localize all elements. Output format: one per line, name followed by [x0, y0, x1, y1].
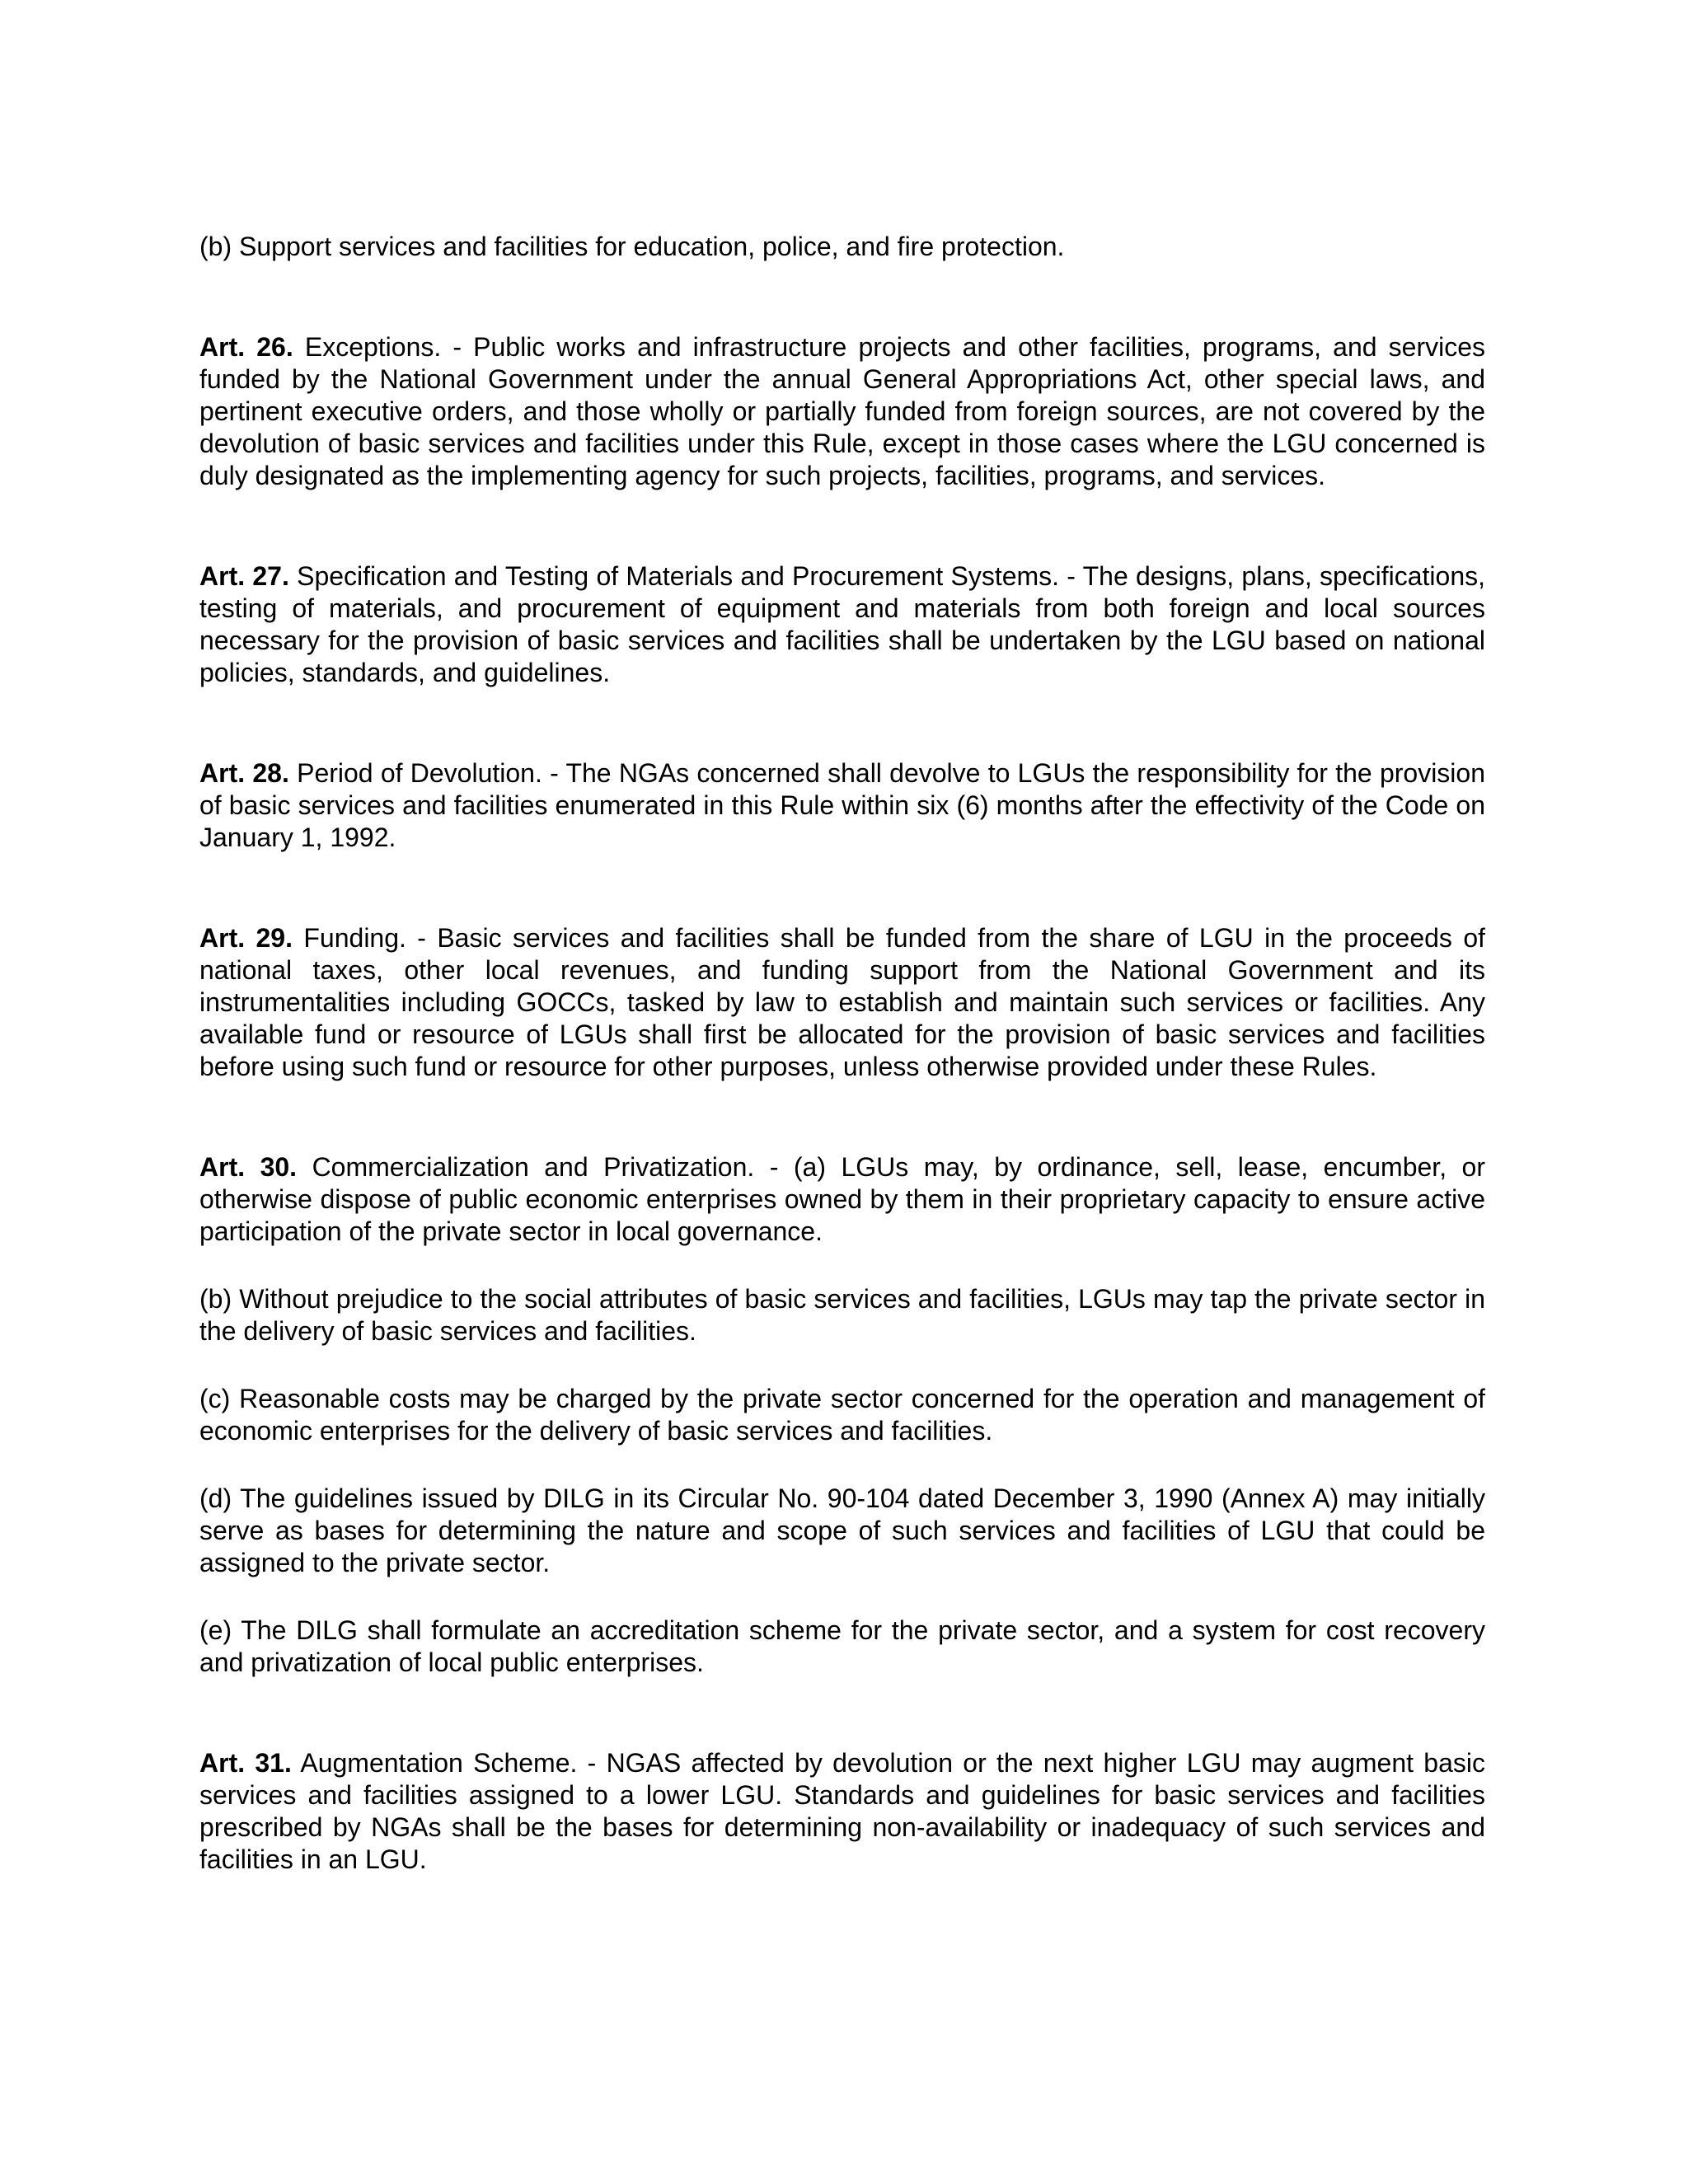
article-27-text: Specification and Testing of Materials and Procurement Systems. - The designs, plans, specifications, testing of materials, and procurement of equipment and materials from both foreign and local sources necessary for the provision of basic services and facilities shall be undertaken by the LGU based on national policies, standards, and guidelines.	[199, 561, 1486, 687]
article-26	[199, 331, 1485, 492]
article-31-text: Augmentation Scheme. - NGAS affected by devolution or the next higher LGU may augment basic services and facilities assigned to a lower LGU. Standards and guidelines for basic services and facilities prescribed by NGAs shall be the bases for determining non-availability or inadequacy of such services and facilities in an LGU.	[199, 1748, 1485, 1874]
article-29-label: Art. 29.	[199, 923, 293, 953]
article-29-text: Funding. - Basic services and facilities shall be funded from the share of LGU in the proceeds of national taxes, other local revenues, and funding support from the National Government and its instrumentalities including GOCCs, tasked by law to establish and maintain such services or facilities. Any available fund or resource of LGUs shall first be allocated for the provision of basic services and facilities before using such fund or resource for other purposes, unless otherwise provided under these Rules.	[199, 923, 1486, 1081]
article-27	[199, 560, 1485, 689]
article-30-clause-c-text: (c) Reasonable costs may be charged by the private sector concerned for the operation and management of economic enterprises for the delivery of basic services and facilities.	[199, 1384, 1485, 1446]
article-28-label: Art. 28.	[199, 758, 289, 788]
article-28-text: Period of Devolution. - The NGAs concerned shall devolve to LGUs the responsibility for the provision of basic services and facilities enumerated in this Rule within six (6) months after the effectivity of the Code on January 1, 1992.	[199, 758, 1486, 852]
article-26-label: Art. 26.	[199, 332, 293, 362]
article-31	[199, 1747, 1485, 1876]
article-30-clause-c	[199, 1383, 1485, 1447]
article-30-clause-d	[199, 1483, 1485, 1579]
intro-paragraph	[199, 231, 1485, 263]
article-30-clause-e-text: (e) The DILG shall formulate an accreditation scheme for the private sector, and a system for cost recovery and privatization of local public enterprises.	[199, 1615, 1485, 1677]
article-30-clause-d-text: (d) The guidelines issued by DILG in its Circular No. 90-104 dated December 3, 1990 (Annex A) may initially serve as bases for determining the nature and scope of such services and facilities of LGU that could be assigned to the private sector.	[199, 1483, 1485, 1577]
article-31-label: Art. 31.	[199, 1748, 292, 1778]
article-30-text: Commercialization and Privatization. - (a) LGUs may, by ordinance, sell, lease, encumber, or otherwise dispose of public economic enterprises owned by them in their proprietary capacity to ensure active participation of the private sector in local governance.	[199, 1152, 1486, 1246]
article-30-clause-b	[199, 1283, 1485, 1347]
article-30-clause-e	[199, 1615, 1485, 1679]
article-28	[199, 757, 1485, 854]
article-30-label: Art. 30.	[199, 1152, 298, 1182]
article-26-text: Exceptions. - Public works and infrastructure projects and other facilities, programs, and services funded by the National Government under the annual General Appropriations Act, other special laws, and pertinent executive orders, and those wholly or partially funded from foreign sources, are not covered by the devolution of basic services and facilities under this Rule, except in those cases where the LGU concerned is duly designated as the implementing agency for such projects, facilities, programs, and services.	[199, 332, 1486, 490]
article-27-label: Art. 27.	[199, 561, 289, 591]
intro-text: (b) Support services and facilities for education, police, and fire protection.	[199, 232, 1065, 261]
article-30-clause-b-text: (b) Without prejudice to the social attributes of basic services and facilities, LGUs may tap the private sector in the delivery of basic services and facilities.	[199, 1284, 1485, 1346]
article-30	[199, 1151, 1485, 1248]
article-29	[199, 922, 1485, 1083]
document-page	[199, 231, 1485, 1876]
